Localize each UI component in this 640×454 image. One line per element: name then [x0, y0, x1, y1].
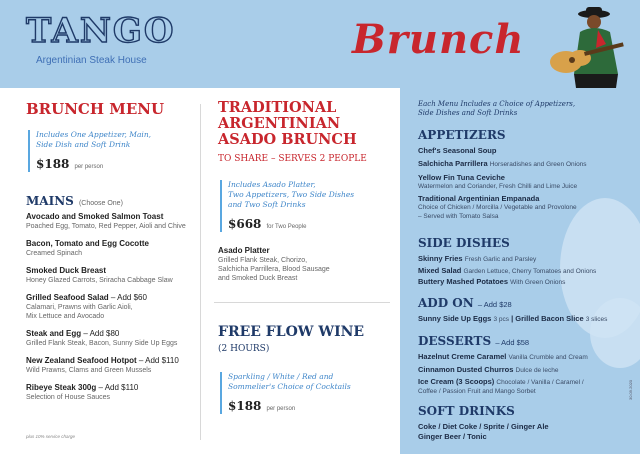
- soft-drinks-title: SOFT DRINKS: [418, 404, 515, 418]
- item-desc: Coffee / Passion Fruit and Mango Sorbet: [418, 387, 536, 395]
- brunch-price: $188: [36, 157, 70, 171]
- item-add: – Add $80: [81, 329, 120, 338]
- item-desc: Wild Prawns, Clams and Green Mussels: [26, 367, 152, 374]
- item-name: Ribeye Steak 300g: [26, 383, 97, 392]
- wine-note: [220, 372, 392, 414]
- item-inline-desc: Chocolate / Vanilla / Caramel /: [496, 379, 584, 386]
- item-inline-desc: With Green Onions: [510, 279, 566, 286]
- item-inline-desc: Garden Lettuce, Cherry Tomatoes and Onions: [463, 267, 597, 275]
- note-line: Includes One Appetizer, Main,: [36, 130, 152, 139]
- item-name: New Zealand Seafood Hotpot: [26, 356, 137, 365]
- item-desc: Grilled Flank Steak, Bacon, Sunny Side Up Eggs: [26, 340, 178, 347]
- desserts-heading: [418, 334, 529, 348]
- item-name: Mixed Salad: [418, 265, 462, 275]
- item-name: Bacon, Tomato and Egg Cocotte: [26, 239, 149, 248]
- list-item: [418, 365, 638, 376]
- item-name: Buttery Mashed Potatoes: [418, 277, 509, 286]
- list-item: [418, 277, 636, 288]
- asado-title-line: ASADO BRUNCH: [218, 131, 357, 148]
- soft-drinks-list: [418, 422, 549, 442]
- item-name: Sunny Side Up Eggs: [418, 314, 492, 323]
- item-desc: Mix Lettuce and Avocado: [26, 313, 105, 320]
- list-item: [418, 173, 636, 192]
- item-desc: Poached Egg, Tomato, Red Pepper, Aioli and Chive: [26, 223, 186, 230]
- logo-subtitle: Argentinian Steak House: [36, 55, 147, 66]
- list-item: [26, 329, 198, 348]
- appetizers-list: [418, 146, 636, 221]
- desserts-price: – Add $58: [495, 338, 530, 347]
- asado-subtitle: TO SHARE – SERVES 2 PEOPLE: [218, 154, 367, 164]
- asado-title-line: TRADITIONAL: [218, 99, 337, 116]
- item-name: Avocado and Smoked Salmon Toast: [26, 212, 164, 221]
- item-desc: Selection of House Sauces: [26, 394, 111, 401]
- asado-note: [220, 180, 392, 232]
- add-on-heading: [418, 296, 512, 310]
- asado-platter: [218, 246, 396, 283]
- list-item: [26, 266, 198, 285]
- brunch-script-title: Brunch: [352, 16, 525, 63]
- wine-title: FREE FLOW WINE: [218, 324, 365, 340]
- intro-line: Side Dishes and Soft Drinks: [418, 109, 518, 117]
- item-inline-desc: Horseradishes and Green Onions: [489, 161, 587, 168]
- service-charge-footnote: plus 10% service charge: [26, 434, 76, 439]
- item-desc: and Smoked Duck Breast: [218, 275, 298, 282]
- item-desc: Choice of Chicken / Morcilla / Vegetable and Provolone: [418, 204, 577, 211]
- list-item: [418, 146, 636, 156]
- list-item: [418, 352, 638, 363]
- brunch-menu-title: BRUNCH MENU: [26, 100, 165, 118]
- item-desc: Salchicha Parrillera, Blood Sausage: [218, 266, 330, 273]
- wine-price-suffix: per person: [266, 406, 296, 412]
- brunch-price-suffix: per person: [74, 164, 104, 170]
- choices-intro: [418, 100, 575, 118]
- add-on-title: ADD ON: [418, 296, 474, 310]
- menu-header: [0, 0, 640, 88]
- asado-price-suffix: for Two People: [266, 224, 307, 230]
- item-desc: Watermelon and Coriander, Fresh Chilli and Lime Juice: [418, 182, 578, 190]
- note-line: and Two Soft Drinks: [228, 200, 306, 209]
- desserts-list: [418, 352, 638, 396]
- list-item: [26, 239, 198, 258]
- mains-suffix: (Choose One): [78, 200, 123, 207]
- wine-subtitle: (2 HOURS): [218, 344, 270, 354]
- item-name: Asado Platter: [218, 246, 270, 255]
- mains-list: [26, 212, 198, 402]
- asado-price: $668: [228, 217, 262, 231]
- logo: TANGO: [26, 11, 176, 51]
- note-line: Sommelier's Choice of Cocktails: [228, 382, 351, 391]
- item-name: Grilled Bacon Slice: [515, 314, 584, 323]
- item-name: Grilled Seafood Salad: [26, 293, 109, 302]
- intro-line: Each Menu Includes a Choice of Appetizers,: [418, 100, 576, 108]
- list-item: [26, 383, 198, 402]
- item-qty: 3 pcs: [493, 316, 509, 323]
- note-line: Sparkling / White / Red and: [228, 372, 334, 381]
- appetizers-title: APPETIZERS: [418, 128, 506, 142]
- list-item: [26, 212, 198, 231]
- item-add: – Add $110: [96, 383, 139, 392]
- item-add: – Add $110: [136, 356, 179, 365]
- item-desc: – Served with Tomato Salsa: [418, 212, 499, 220]
- mains-heading: [26, 190, 123, 209]
- item-inline-desc: Fresh Garlic and Parsley: [464, 256, 537, 263]
- print-code: 30.09.2020: [628, 379, 633, 400]
- item-desc: Creamed Spinach: [26, 250, 83, 257]
- item-name: Salchicha Parrillera: [418, 159, 488, 168]
- item-name: Traditional Argentinian Empanada: [418, 194, 540, 203]
- item-name: Steak and Egg: [26, 329, 82, 338]
- guitarist-illustration-icon: [540, 4, 636, 88]
- item-desc: Calamari, Prawns with Garlic Aioli,: [26, 304, 133, 311]
- item-name: Ice Cream (3 Scoops): [418, 377, 495, 386]
- note-line: Two Appetizers, Two Side Dishes: [228, 190, 355, 199]
- list-item: [26, 356, 198, 375]
- asado-title-line: ARGENTINIAN: [218, 115, 341, 132]
- list-item: Coke / Diet Coke / Sprite / Ginger Ale: [418, 422, 549, 431]
- note-line: Side Dish and Soft Drink: [36, 140, 131, 149]
- item-name: Cinnamon Dusted Churros: [418, 364, 514, 374]
- list-item: Ginger Beer / Tonic: [418, 432, 487, 441]
- list-item: [418, 266, 636, 277]
- list-item: [418, 254, 636, 265]
- item-inline-desc: Dulce de leche: [515, 366, 559, 374]
- item-separator: |: [511, 314, 514, 323]
- wine-price: $188: [228, 399, 262, 413]
- list-item: [418, 377, 638, 396]
- side-dishes-title: SIDE DISHES: [418, 236, 510, 250]
- item-name: Yellow Fin Tuna Ceviche: [418, 172, 505, 182]
- side-dishes-list: [418, 254, 636, 288]
- item-inline-desc: Vanilla Crumble and Cream: [508, 354, 588, 361]
- add-on-items: [418, 314, 638, 325]
- list-item: [418, 194, 636, 221]
- item-qty: 3 slices: [585, 316, 608, 323]
- item-desc: Grilled Flank Steak, Chorizo,: [218, 257, 308, 264]
- section-divider: [214, 302, 390, 303]
- brunch-menu-note: [28, 130, 188, 172]
- choices-column: [400, 88, 640, 454]
- mains-title: MAINS: [26, 194, 74, 208]
- item-name: Skinny Fries: [418, 254, 463, 263]
- asado-title: [218, 100, 357, 148]
- list-item: [26, 293, 198, 321]
- add-on-price: – Add $28: [477, 300, 512, 309]
- item-desc: Honey Glazed Carrots, Sriracha Cabbage Slaw: [26, 277, 173, 284]
- item-name: Hazelnut Creme Caramel: [418, 352, 507, 361]
- brunch-menu-column: [0, 88, 200, 454]
- list-item: [418, 159, 636, 170]
- asado-column: [200, 88, 400, 454]
- item-name: Smoked Duck Breast: [26, 266, 107, 275]
- note-line: Includes Asado Platter,: [228, 180, 316, 189]
- item-name: Chef's Seasonal Soup: [418, 146, 497, 155]
- item-add: – Add $60: [108, 293, 147, 302]
- desserts-title: DESSERTS: [418, 334, 492, 348]
